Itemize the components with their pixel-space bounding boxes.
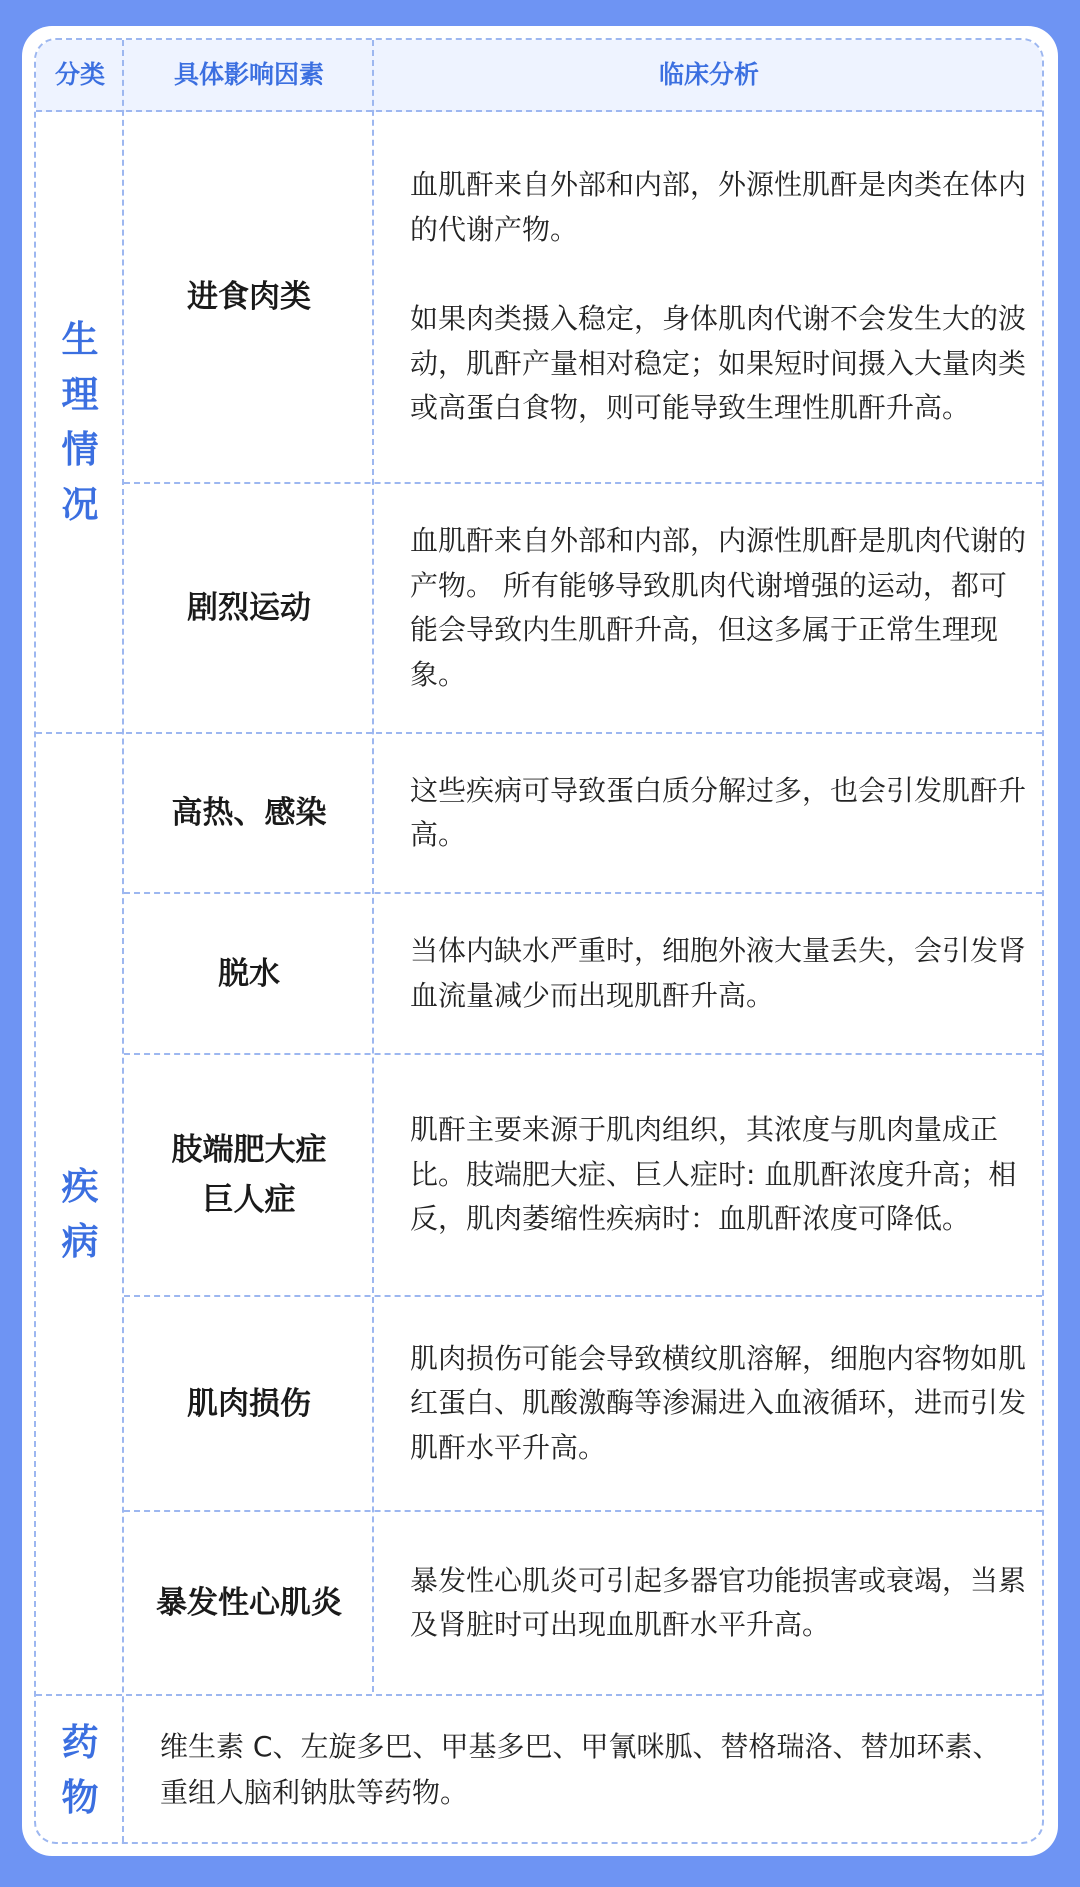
header-factor: 具体影响因素 bbox=[173, 60, 324, 89]
analysis-cell bbox=[374, 894, 1034, 1053]
analysis-cell bbox=[374, 1055, 1034, 1295]
analysis-cell bbox=[374, 1512, 1034, 1694]
category-physiological: 生理情况 bbox=[61, 318, 99, 526]
header-analysis: 临床分析 bbox=[658, 60, 759, 89]
category-disease: 疾病 bbox=[61, 1165, 99, 1263]
analysis-paragraph: 如果肉类摄入稳定，身体肌肉代谢不会发生大的波动，肌酐产量相对稳定；如果短时间摄入大量肉类或高蛋白食物，则可能导致生理性肌酐升高。 bbox=[410, 302, 1027, 425]
analysis-paragraph: 血肌酐来自外部和内部，外源性肌酐是肉类在体内的代谢产物。 bbox=[410, 168, 1027, 246]
factor-cell: 脱水 bbox=[218, 955, 280, 992]
analysis-paragraph: 肌肉损伤可能会导致横纹肌溶解，细胞内容物如肌红蛋白、肌酸激酶等渗漏进入血液循环，进而引发肌酐水平升高。 bbox=[410, 1341, 1027, 1464]
category-drug: 药物 bbox=[61, 1721, 99, 1819]
factor-cell: 肢端肥大症 巨人症 bbox=[171, 1132, 327, 1218]
factor-table bbox=[34, 38, 1044, 1844]
table-header bbox=[36, 40, 1042, 112]
header-category: 分类 bbox=[54, 60, 105, 89]
analysis-cell bbox=[374, 484, 1034, 732]
content-card bbox=[22, 26, 1058, 1856]
analysis-paragraph: 血肌酐来自外部和内部，内源性肌酐是肌肉代谢的产物。 所有能够导致肌肉代谢增强的运动，都可能会导致内生肌酐升高，但这多属于正常生理现象。 bbox=[410, 524, 1027, 691]
analysis-cell bbox=[374, 1297, 1034, 1510]
factor-cell: 剧烈运动 bbox=[187, 590, 311, 626]
drug-cell bbox=[124, 1696, 1042, 1844]
factor-cell: 肌肉损伤 bbox=[187, 1385, 311, 1422]
analysis-paragraph: 这些疾病可导致蛋白质分解过多，也会引发肌酐升高。 bbox=[410, 773, 1027, 851]
analysis-paragraph: 肌酐主要来源于肌肉组织，其浓度与肌肉量成正比。肢端肥大症、巨人症时: 血肌酐浓度升高；相反，肌肉萎缩性疾病时：血肌酐浓度可降低。 bbox=[410, 1113, 1017, 1236]
analysis-paragraph: 当体内缺水严重时，细胞外液大量丢失，会引发肾血流量减少而出现肌酐升高。 bbox=[410, 934, 1027, 1012]
factor-cell: 暴发性心肌炎 bbox=[156, 1585, 342, 1621]
analysis-cell bbox=[374, 112, 1034, 482]
analysis-paragraph: 暴发性心肌炎可引起多器官功能损害或衰竭，当累及肾脏时可出现血肌酐水平升高。 bbox=[410, 1563, 1027, 1641]
analysis-cell bbox=[374, 734, 1034, 892]
factor-cell: 高热、感染 bbox=[171, 795, 327, 831]
factor-cell: 进食肉类 bbox=[187, 279, 311, 315]
drug-text: 维生素 C、左旋多巴、甲基多巴、甲氰咪胍、替格瑞洛、替加环素、重组人脑利钠肽等药物。 bbox=[160, 1730, 1001, 1809]
